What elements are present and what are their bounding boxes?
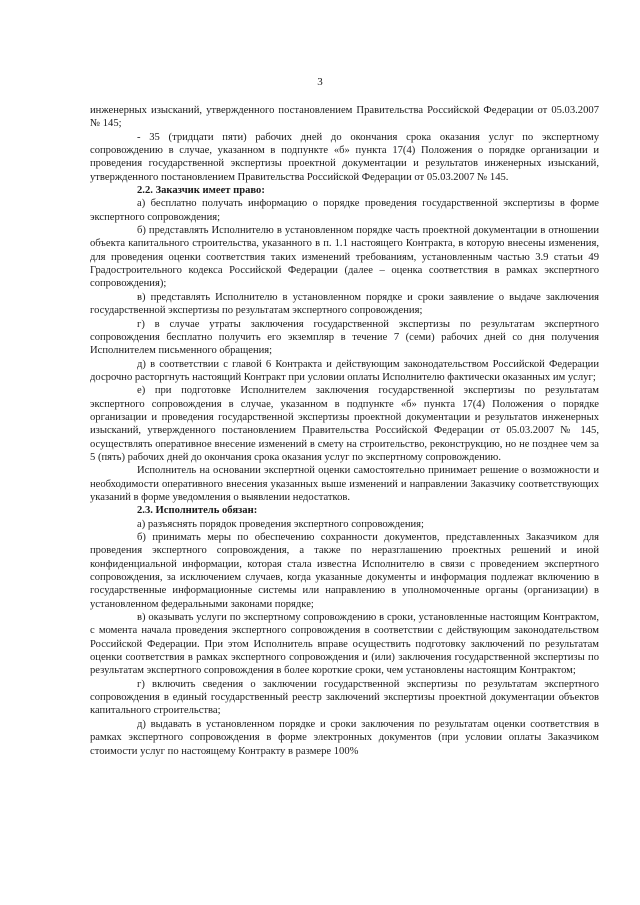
- section-heading: 2.2. Заказчик имеет право:: [137, 185, 265, 197]
- paragraph: г) включить сведения о заключении государственной экспертизы по результатам экспертного сопровождения в единый государственный реестр заключений экспертизы проектной документации объектов капитального строительства;: [90, 678, 599, 717]
- paragraph: д) выдавать в установленном порядке и сроки заключения по результатам оценки соответствия в рамках экспертного сопровождения в форме электронных документов (при условии оплаты Заказчиком стоимости услуг по настоящему Контракту в размере 100%: [90, 718, 599, 757]
- paragraph: г) в случае утраты заключения государственной экспертизы по результатам экспертного сопровождения бесплатно получить его экземпляр в течение 7 (семи) рабочих дней со дня получения Исполнителем письменного обращения;: [90, 318, 599, 357]
- paragraph: а) бесплатно получать информацию о порядке проведения государственной экспертизы в форме экспертного сопровождения;: [90, 198, 599, 223]
- paragraph: б) представлять Исполнителю в установленном порядке часть проектной документации в отношении объекта капитального строительства, указанного в п. 1.1 настоящего Контракта, в которую внесены изменения, для проведения оценки соответствия таких изменений требованиям, установленным частью 3.9 статьи 49 Градостроительного кодекса Российской Федерации (далее – оценка соответствия в рамках экспертного сопровождения);: [90, 225, 599, 290]
- paragraph: Исполнитель на основании экспертной оценки самостоятельно принимает решение о возможности и необходимости оперативного внесения указанных выше изменений и направлении Заказчику соответствующих указаний в форме уведомления о выявлении недостатков.: [90, 465, 599, 503]
- page-number: 3: [317, 76, 323, 88]
- paragraph: в) представлять Исполнителю в установленном порядке и сроки заявление о выдаче заключения государственной экспертизы по результатам экспертного сопровождения;: [90, 291, 599, 317]
- paragraph: б) принимать меры по обеспечению сохранности документов, представленных Заказчиком для проведения экспертного сопровождения, а также по неразглашению проектных решений и иной конфиденциальной информации, которая стала известна Исполнителю в связи с проведением экспертного сопровождения, за исключением случаев, когда указанные документы и информация подлежат включению в государственные информационные системы или направлению в уполномоченные органы (организации) в установленном федеральными законами порядке;: [90, 532, 599, 610]
- paragraph: е) при подготовке Исполнителем заключения государственной экспертизы по результатам экспертного сопровождения в случае, указанном в подпункте «б» пункта 17(4) Положения о порядке организации и проведения государственной экспертизы проектной документации и результатов инженерных изысканий, утвержденного постановлением Правительства Российской Федерации от 05.03.2007 № 145, осуществлять оперативное внесение изменений в смету на строительство, реконструкцию, но не позднее чем за 5 (пять) рабочих дней до окончания срока оказания услуг по экспертному сопровождению.: [90, 385, 599, 463]
- section-heading: 2.3. Исполнитель обязан:: [137, 505, 258, 517]
- paragraph: д) в соответствии с главой 6 Контракта и действующим законодательством Российской Федерации досрочно расторгнуть настоящий Контракт при условии оплаты Исполнителю фактически оказанных им услуг;: [90, 358, 599, 383]
- paragraph: а) разъяснять порядок проведения экспертного сопровождения;: [137, 518, 424, 530]
- document-body: [90, 104, 599, 758]
- paragraph: в) оказывать услуги по экспертному сопровождению в сроки, установленные настоящим Контрактом, с момента начала проведения экспертного сопровождения в соответствии с действующим законодательством Российской Федерации. При этом Исполнитель вправе осуществить подготовку заключений по результатам оценки соответствия в рамках экспертного сопровождения и (или) заключения государственной экспертизы по результатам экспертного сопровождения в более короткие сроки, чем установлены настоящим Контрактом;: [90, 612, 599, 677]
- paragraph: инженерных изысканий, утвержденного постановлением Правительства Российской Федерации от 05.03.2007 № 145;: [90, 105, 599, 130]
- paragraph: - 35 (тридцати пяти) рабочих дней до окончания срока оказания услуг по экспертному сопровождению в случае, указанном в подпункте «б» пункта 17(4) Положения о порядке организации и проведения государственной экспертизы проектной документации и результатов инженерных изысканий, утвержденного постановлением Правительства Российской Федерации от 05.03.2007 № 145.: [90, 131, 599, 183]
